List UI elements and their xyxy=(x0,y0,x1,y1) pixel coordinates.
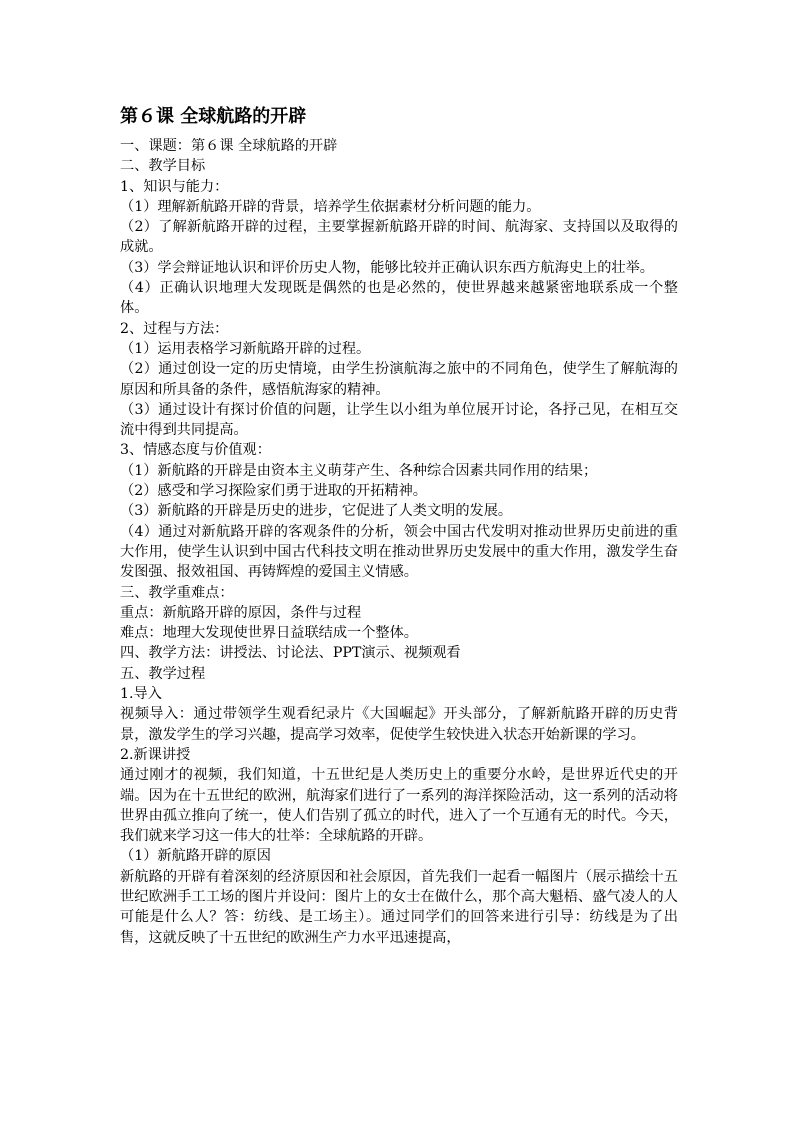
process-item: （3）通过设计有探讨价值的问题，让学生以小组为单位展开讨论，各抒己见，在相互交流中得到共同提高。 xyxy=(120,401,678,439)
subheading-process: 2、过程与方法： xyxy=(120,320,229,337)
intro-paragraph: 视频导入：通过带领学生观看纪录片《大国崛起》开头部分，了解新航路开辟的历史背景，激发学生的学习兴趣，提高学习效率，促使学生较快进入状态开始新课的学习。 xyxy=(120,706,678,743)
difficult-point: 难点：地理大发现使世界日益联结成一个整体。 xyxy=(120,625,418,642)
objective-item: （4）正确认识地理大发现既是偶然的也是必然的，使世界越来越紧密地联系成一个整体。 xyxy=(120,280,678,317)
section-heading-procedure: 五、教学过程 xyxy=(120,665,206,682)
section-heading-methods: 四、教学方法：讲授法、讨论法、PPT演示、视频观看 xyxy=(120,645,461,662)
values-item: （4）通过对新航路开辟的客观条件的分析，领会中国古代发明对推动世界历史前进的重大作用，使学生认识到中国古代科技文明在推动世界历史发展中的重大作用，激发学生奋发图强、报效祖国、再铸辉煌的爱国主义情感。 xyxy=(120,523,678,581)
step-heading-intro: 1.导入 xyxy=(120,686,162,703)
objective-item: （3）学会辩证地认识和评价历史人物，能够比较并正确认识东西方航海史上的壮举。 xyxy=(120,259,654,276)
values-item: （2）感受和学习探险家们勇于进取的开拓精神。 xyxy=(120,483,427,500)
lesson-paragraph: 通过刚才的视频，我们知道，十五世纪是人类历史上的重要分水岭，是世界近代史的开端。因为在十五世纪的欧洲，航海家们进行了一系列的海洋探险活动，这一系列的活动将世界由孤立推向了统一，使人们告别了孤立的时代，进入了一个互通有无的时代。今天，我们就来学习这一伟大的壮举：全球航路的开辟。 xyxy=(120,767,678,845)
causes-paragraph: 新航路的开辟有着深刻的经济原因和社会原因，首先我们一起看一幅图片（展示描绘十五世纪欧洲手工工场的图片并设问：图片上的女士在做什么，那个高大魁梧、盛气凌人的人可能是什么人？答：纺线、是工场主）。通过同学们的回答来进行引导：纺线是为了出售，这就反映了十五世纪的欧洲生产力水平迅速提高， xyxy=(120,868,678,946)
process-item: （1）运用表格学习新航路开辟的过程。 xyxy=(120,340,371,357)
section-topic: 一、课题：第６课 全球航路的开辟 xyxy=(120,138,338,154)
subheading-causes: （1）新航路开辟的原因 xyxy=(120,848,271,865)
step-heading-new-lesson: 2.新课讲授 xyxy=(120,746,191,763)
objective-item: （1）理解新航路开辟的背景，培养学生依据素材分析问题的能力。 xyxy=(120,198,541,215)
document-page xyxy=(120,104,678,948)
values-item: （3）新航路的开辟是历史的进步，它促进了人类文明的发展。 xyxy=(120,503,513,520)
section-heading-objectives: 二、教学目标 xyxy=(120,158,206,175)
subheading-knowledge: 1、知识与能力： xyxy=(120,178,229,195)
lesson-title: 第６课 全球航路的开辟 xyxy=(120,106,307,127)
subheading-values: 3、情感态度与价值观： xyxy=(120,442,271,459)
objective-item: （2）了解新航路开辟的过程，主要掌握新航路开辟的时间、航海家、支持国以及取得的成就。 xyxy=(120,219,678,256)
section-heading-key-points: 三、教学重难点： xyxy=(120,584,234,601)
key-point: 重点：新航路开辟的原因，条件与过程 xyxy=(120,604,362,621)
values-item: （1）新航路的开辟是由资本主义萌芽产生、各种综合因素共同作用的结果； xyxy=(120,462,598,479)
process-item: （2）通过创设一定的历史情境，由学生扮演航海之旅中的不同角色，使学生了解航海的原因和所具备的条件，感悟航海家的精神。 xyxy=(120,361,678,398)
